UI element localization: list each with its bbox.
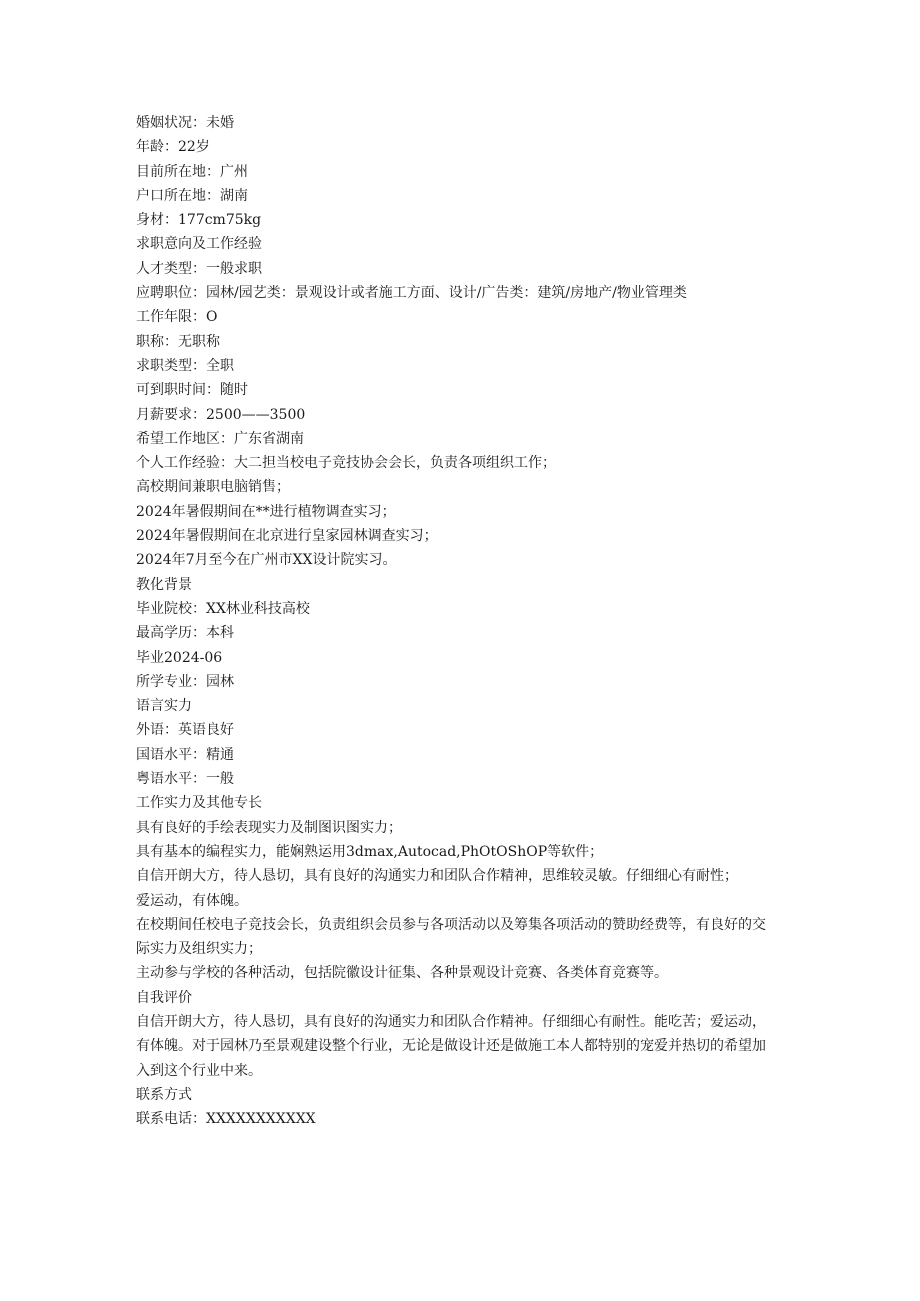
- contact-phone: 联系电话：XXXXXXXXXXX: [136, 1111, 316, 1128]
- job-type: 求职类型：全职: [136, 357, 234, 374]
- section-heading-skills: 工作实力及其他专长: [136, 795, 262, 812]
- work-experience-item: 2024年暑假期间在**进行植物调查实习；: [136, 503, 396, 520]
- skill-item: 自信开朗大方，待人恳切，具有良好的沟通实力和团队合作精神，思维较灵敏。仔细细心有耐性；: [136, 868, 738, 885]
- section-heading-self-evaluation: 自我评价: [136, 989, 192, 1006]
- work-experience-item: 2024年暑假期间在北京进行皇家园林调查实习；: [136, 528, 438, 545]
- talent-type: 人才类型：一般求职: [136, 260, 262, 277]
- current-location: 目前所在地：广州: [136, 163, 248, 180]
- section-heading-job-intention: 求职意向及工作经验: [136, 236, 262, 253]
- self-evaluation-text: 自信开朗大方，待人恳切，具有良好的沟通实力和团队合作精神。仔细细心有耐性。能吃苦；爱运动，有体魄。对于园林乃至景观建设整个行业，无论是做设计还是做施工本人都特别的宠爱并热切的希望加入到这个行业中来。: [136, 1013, 766, 1079]
- skill-item: 爱运动，有体魄。: [136, 892, 248, 909]
- applied-position: 应聘职位：园林/园艺类：景观设计或者施工方面、设计/广告类：建筑/房地产/物业管理类: [136, 285, 687, 302]
- age: 年龄：22岁: [136, 139, 210, 156]
- graduate-school: 毕业院校：XX林业科技高校: [136, 600, 310, 617]
- graduation-date: 毕业2024-06: [136, 649, 223, 666]
- work-experience-item: 个人工作经验：大二担当校电子竞技协会会长，负责各项组织工作；: [136, 455, 556, 472]
- marital-status: 婚姻状况：未婚: [136, 115, 234, 131]
- foreign-language: 外语：英语良好: [136, 722, 234, 739]
- skill-item: 主动参与学校的各种活动，包括院徽设计征集、各种景观设计竞赛、各类体育竞赛等。: [136, 965, 668, 982]
- household-registration: 户口所在地：湖南: [136, 187, 248, 204]
- skill-item: 具有良好的手绘表现实力及制图识图实力；: [136, 819, 402, 836]
- professional-title: 职称：无职称: [136, 333, 220, 350]
- skill-item: 具有基本的编程实力，能娴熟运用3dmax,Autocad,PhOtOShOP等软件；: [136, 843, 604, 860]
- skill-item: 在校期间任校电子竞技会长，负责组织会员参与各项活动以及筹集各项活动的赞助经费等，有良好的交际实力及组织实力；: [136, 916, 766, 958]
- body-stats: 身材：177cm75kg: [136, 212, 262, 229]
- section-heading-language: 语言实力: [136, 698, 192, 715]
- preferred-region: 希望工作地区：广东省湖南: [136, 430, 304, 447]
- section-heading-contact: 联系方式: [136, 1086, 192, 1103]
- available-date: 可到职时间：随时: [136, 382, 248, 399]
- section-heading-education: 教化背景: [136, 576, 192, 593]
- work-years: 工作年限：O: [136, 309, 218, 326]
- major: 所学专业：园林: [136, 673, 234, 690]
- resume-document: [136, 111, 776, 1131]
- cantonese-level: 粤语水平：一般: [136, 771, 234, 788]
- salary-expectation: 月薪要求：2500——3500: [136, 406, 306, 423]
- highest-degree: 最高学历：本科: [136, 625, 234, 642]
- mandarin-level: 国语水平：精通: [136, 746, 234, 763]
- work-experience-item: 高校期间兼职电脑销售；: [136, 479, 290, 496]
- work-experience-item: 2024年7月至今在广州市XX设计院实习。: [136, 552, 397, 569]
